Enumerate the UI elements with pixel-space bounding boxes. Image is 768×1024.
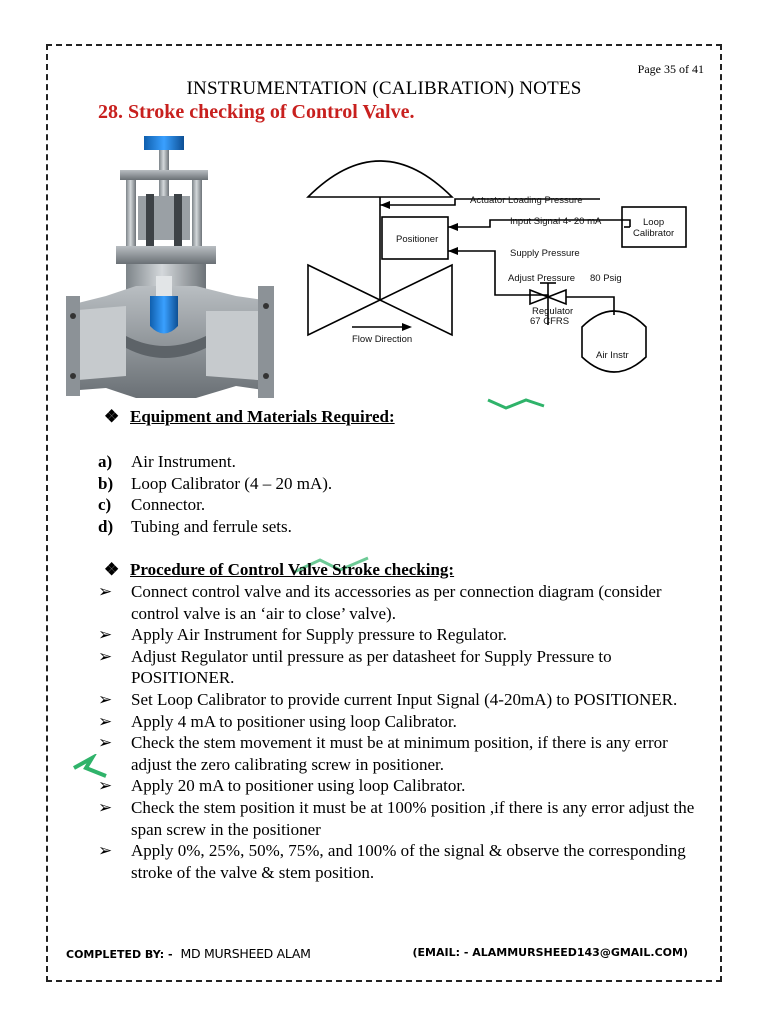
arrow-bullet-icon: ➢ bbox=[98, 711, 113, 731]
equipment-heading: ❖ Equipment and Materials Required: bbox=[104, 407, 395, 426]
arrow-bullet-icon: ➢ bbox=[98, 582, 113, 601]
list-item: ➢ Connect control valve and its accessories as per connection diagram (consider control valve is an ‘air to close’ valve). bbox=[98, 582, 662, 623]
arrow-bullet-icon: ➢ bbox=[98, 733, 113, 753]
control-valve-image bbox=[66, 136, 292, 398]
equipment-list bbox=[98, 451, 708, 537]
footer-email: (EMAIL: - ALAMMURSHEED143@GMAIL.COM) bbox=[412, 946, 688, 959]
connection-diagram bbox=[300, 145, 695, 380]
list-item: ➢ Apply 4 mA to positioner using loop Calibrator. bbox=[98, 711, 457, 731]
list-item: ➢ Adjust Regulator until pressure as per datasheet for Supply Pressure to POSITIONER. bbox=[98, 646, 612, 688]
page-title: INSTRUMENTATION (CALIBRATION) NOTES bbox=[186, 78, 582, 99]
positioner-label: Positioner bbox=[396, 234, 439, 245]
footer-author: COMPLETED BY: - MD MURSHEED ALAM bbox=[66, 946, 311, 961]
list-item: b) Loop Calibrator (4 – 20 mA). bbox=[98, 473, 333, 493]
list-item: ➢ Apply 0%, 25%, 50%, 75%, and 100% of the signal & observe the corresponding stroke of the valve & stem position. bbox=[98, 841, 686, 882]
procedure-heading: ❖ Procedure of Control Valve Stroke checking: bbox=[104, 560, 455, 579]
flow-direction-label: Flow Direction bbox=[352, 334, 413, 345]
diamond-bullet-icon: ❖ bbox=[104, 407, 120, 426]
actuator-loading-label: Actuator Loading Pressure bbox=[470, 195, 583, 206]
arrow-bullet-icon: ➢ bbox=[98, 797, 113, 817]
list-item: ➢ Apply 20 mA to positioner using loop Calibrator. bbox=[98, 776, 466, 796]
procedure-list bbox=[98, 581, 708, 883]
diamond-bullet-icon: ❖ bbox=[104, 560, 120, 579]
watermark-icon bbox=[486, 398, 546, 412]
adjust-pressure-label: Adjust Pressure bbox=[508, 273, 576, 284]
psig-label: 80 Psig bbox=[590, 273, 622, 284]
list-item: ➢ Check the stem movement it must be at minimum position, if there is any error adjust the zero calibrating screw in positioner. bbox=[98, 733, 668, 774]
list-item: ➢ Set Loop Calibrator to provide current Input Signal (4-20mA) to POSITIONER. bbox=[98, 689, 678, 709]
regulator-label-2: 67 CFRS bbox=[530, 316, 570, 327]
regulator-symbol bbox=[530, 290, 548, 304]
list-item: a) Air Instrument. bbox=[98, 452, 236, 471]
air-instr-tank bbox=[582, 311, 646, 372]
arrow-bullet-icon: ➢ bbox=[98, 646, 113, 666]
arrow-bullet-icon: ➢ bbox=[98, 689, 113, 709]
valve-body bbox=[308, 265, 380, 335]
arrow-bullet-icon: ➢ bbox=[98, 841, 113, 861]
list-item: c) Connector. bbox=[98, 495, 206, 515]
list-item: ➢ Check the stem position it must be at 100% position ,if there is any error adjust the span screw in the positioner bbox=[98, 797, 695, 839]
section-title: 28. Stroke checking of Control Valve. bbox=[98, 101, 415, 123]
page-number: Page 35 of 41 bbox=[637, 62, 704, 76]
supply-pressure-label: Supply Pressure bbox=[510, 248, 580, 259]
arrow-bullet-icon: ➢ bbox=[98, 776, 113, 796]
loop-calibrator-label-1: Loop bbox=[643, 217, 665, 228]
list-item: d) Tubing and ferrule sets. bbox=[98, 516, 292, 536]
loop-calibrator-label-2: Calibrator bbox=[633, 228, 675, 239]
input-signal-label: Input Signal 4- 20 mA bbox=[510, 216, 602, 227]
arrow-bullet-icon: ➢ bbox=[98, 625, 113, 645]
regulator-label-1: Regulator bbox=[532, 306, 574, 317]
list-item: ➢ Apply Air Instrument for Supply pressure to Regulator. bbox=[98, 625, 507, 645]
actuator-dome bbox=[308, 161, 452, 197]
air-instr-label: Air Instr bbox=[596, 350, 629, 361]
